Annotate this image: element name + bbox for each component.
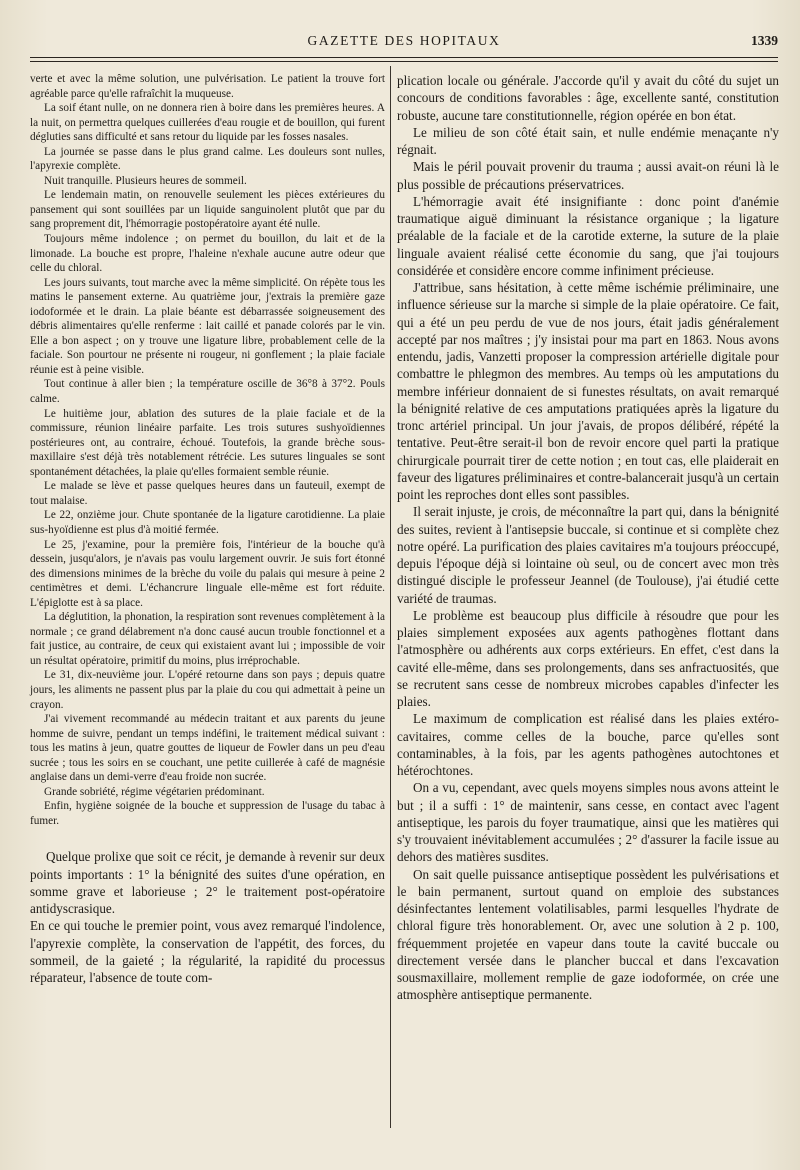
paragraph: plication locale ou générale. J'accorde qu'il y avait du côté du sujet un concours de conditions favorables : âge, excellente santé, constitution robuste, aucune tare constitutionnelle, région opérée en bon état. bbox=[397, 73, 779, 123]
paragraph: Mais le péril pouvait provenir du trauma ; aussi avait-on réuni là le plus possible de précautions préservatrices. bbox=[397, 159, 779, 192]
paragraph: On sait quelle puissance antiseptique possèdent les pulvérisations et le bain permanent, surtout quand on emploie des substances désinfectantes lentement volatilisables, parmi lesquelles l'hydrate de chloral figure très honorablement. Or, avec une solution à 2 p. 100, fréquemment projetée en vapeur dans toute la cavité buccale ou directement versée dans le plancher buccal et dans l'excavation sousmaxillaire, mollement remplie de gaze iodoformée, on crée une atmosphère antiseptique permanente. bbox=[397, 866, 779, 1003]
column-divider bbox=[390, 66, 391, 1128]
paragraph: Le 25, j'examine, pour la première fois, l'intérieur de la bouche qu'à dessein, jusqu'alors, je n'avais pas voulu largement ouvrir. Je suis fort étonné des dimensions minimes de la brèche du voile du palais qui mesure à peine 2 centimètres et demi. L'échancrure linguale elle-même est fort réduite. L'épiglotte est à sa place. bbox=[30, 538, 385, 609]
discussion-text-left bbox=[30, 848, 385, 986]
paragraph: Nuit tranquille. Plusieurs heures de sommeil. bbox=[44, 174, 247, 187]
section-gap bbox=[30, 828, 385, 848]
paragraph: L'hémorragie avait été insignifiante : donc point d'anémie traumatique aiguë diminuant la résistance organique ; la ligature préalable de la faciale et de la carotide externe, la suture de la plaie linguale avaient réalisé cette économie du sang, que j'ai toujours considérée et considère encore comme infiniment précieuse. bbox=[397, 193, 779, 278]
paragraph: Le maximum de complication est réalisé dans les plaies extéro-cavitaires, comme celles de la bouche, parce qu'elles sont contaminables, à la fois, par les agents pathogènes autochtones et hétérochtones. bbox=[397, 711, 779, 778]
page-header bbox=[30, 30, 778, 52]
paragraph: Les jours suivants, tout marche avec la même simplicité. On répète tous les matins le pansement externe. Au quatrième jour, j'extrais la première gaze iodoformée et le drain. La plaie béante est débarrassée soigneusement des débris alimentaires qu'elle renferme : lait caillé et panade colorés par le vin. Elle a bon aspect ; on y trouve une ligature libre, probablement celle de la faciale. Son pourtour ne présente ni rougeur, ni gonflement ; la plaie faciale réunie est à peine visible. bbox=[30, 276, 385, 376]
paragraph: On a vu, cependant, avec quels moyens simples nous avons atteint le but ; il a suffi : 1° de maintenir, sans cesse, en contact avec l'agent antiseptique, les parois du foyer traumatique, ainsi que les matières qui s'y trouvaient inévitablement accumulées ; 2° d'assurer la facile issue au dehors des matières susdites. bbox=[397, 780, 779, 865]
paragraph: Il serait injuste, je crois, de méconnaître la part qui, dans la bénignité des suites, revient à l'antisepsie buccale, si continue et si complète chez notre opéré. La purification des plaies cavitaires m'a toujours préoccupé, depuis l'époque déjà si lointaine où seul, ou de concert avec mon très distingué disciple le professeur Jeannel (de Toulouse), j'ai étudié cette variété de traumas. bbox=[397, 504, 779, 606]
discussion-text-right bbox=[397, 72, 779, 1004]
page-number: 1339 bbox=[751, 33, 778, 48]
paragraph: La soif étant nulle, on ne donnera rien à boire dans les premières heures. A la nuit, on permettra quelques cuillerées d'eau rougie et de bouillon, qui furent dégluties sans difficulté et sans retour du liquide par les fosses nasales. bbox=[30, 102, 385, 144]
paragraph: Enfin, hygiène soignée de la bouche et suppression de l'usage du tabac à fumer. bbox=[30, 800, 385, 827]
paragraph: J'attribue, sans hésitation, à cette même ischémie préliminaire, une influence sérieuse sur la marche si simple de la plaie opératoire. Ce fait, qui a été un peu perdu de vue de nos jours, était jadis généralement accepté par nos maîtres ; j'y insistai pour ma part en 1863. Nous avons entendu, jadis, Vanzetti proposer la compression artérielle digitale pour combattre le phlegmon des membres. Au temps où les amputations du membre inférieur donnaient de si funestes résultats, on avait remarqué la bénignité relative de ces amputations pratiquées après la ligature du tronc artériel principal. Un jour j'avais, de propos délibéré, répété la tentative. Peut-être serait-il bon de revoir encore quel parti la pratique chirurgicale pourrait tirer de cette notion ; en tout cas, elle plaiderait en faveur des ligatures préliminaires et contre-balancerait jusqu'à un certain point les reproches dont elles sont passibles. bbox=[397, 280, 779, 502]
paragraph: Tout continue à aller bien ; la température oscille de 36°8 à 37°2. Pouls calme. bbox=[30, 378, 385, 406]
paragraph: La journée se passe dans le plus grand calme. Les douleurs sont nulles, l'apyrexie complète. bbox=[30, 145, 385, 173]
paragraph: J'ai vivement recommandé au médecin traitant et aux parents du jeune homme de suivre, pendant un temps indéfini, le traitement médical suivant : tous les matins à jeun, quatre gouttes de liqueur de Fowler dans un peu d'eau sucrée ; tous les soirs en se couchant, une petite cuillerée à café de magnésie anglaise dans un demi-verre d'eau froide non sucrée. bbox=[30, 713, 385, 784]
paragraph: Le milieu de son côté était sain, et nulle endémie menaçante n'y régnait. bbox=[397, 124, 779, 157]
paragraph: Le problème est beaucoup plus difficile à résoudre que pour les plaies simplement exposées aux agents pathogènes flottant dans l'atmosphère ou adhérents aux corps extérieurs. En effet, c'est dans la cavité elle-même, dans ses prolongements, dans ses anfractuosités, que se recrutent sans cesse de nombreux microbes capables d'infecter les plaies. bbox=[397, 607, 779, 709]
paragraph: Quelque prolixe que soit ce récit, je demande à revenir sur deux points importants : 1° la bénignité des suites d'une opération, en somme grave et laborieuse ; 2° le traitement post-opératoire antidyscrasique. bbox=[30, 849, 385, 917]
left-column bbox=[30, 72, 385, 986]
paragraph: Toujours même indolence ; on permet du bouillon, du lait et de la limonade. La bouche est propre, l'haleine n'exhale aucune autre odeur que celle du chloral. bbox=[30, 233, 385, 275]
paragraph: La déglutition, la phonation, la respiration sont revenues complètement à la normale ; ce grand délabrement n'a donc causé aucun trouble fonctionnel et a fait justice, au contraire, de ceux qui existaient avant lui ; impossible de voir un résultat opératoire, primitif du moins, plus irréprochable. bbox=[30, 611, 385, 667]
paragraph: verte et avec la même solution, une pulvérisation. Le patient la trouve fort agréable parce qu'elle rafraîchit la muqueuse. bbox=[30, 73, 385, 100]
paragraph: Le 22, onzième jour. Chute spontanée de la ligature carotidienne. La plaie sus-hyoïdienne est plus d'à moitié fermée. bbox=[30, 509, 385, 536]
paragraph: Grande sobriété, régime végétarien prédominant. bbox=[44, 785, 265, 798]
paragraph: Le malade se lève et passe quelques heures dans un fauteuil, exempt de tout malaise. bbox=[30, 480, 385, 507]
paragraph: Le lendemain matin, on renouvelle seulement les pièces extérieures du pansement qui sont souillées par un liquide sanguinolent plutôt que par du sang proprement dit, l'hémorragie postopératoire ayant été nulle. bbox=[30, 189, 385, 231]
paragraph: En ce qui touche le premier point, vous avez remarqué l'indolence, l'apyrexie complète, la conservation de l'appétit, des forces, du sommeil, de la gaieté ; la régularité, la rapidité du processus réparateur, l'absence de toute com- bbox=[30, 918, 385, 986]
journal-title: GAZETTE DES HOPITAUX bbox=[307, 33, 501, 48]
paragraph: Le huitième jour, ablation des sutures de la plaie faciale et de la commissure, réunion linéaire parfaite. Les trois sutures sushyoïdiennes postérieures ont, au contraire, échoué. Toutefois, la grande brèche sous-maxillaire s'est déjà très notablement rétrécie. Les sutures linguales se sont spontanément détachées, la plaie qu'elles formaient semble réunie. bbox=[30, 407, 385, 478]
case-report-text bbox=[30, 72, 385, 828]
header-rule-thin bbox=[30, 61, 778, 62]
header-rule-thick bbox=[30, 57, 778, 58]
right-column bbox=[397, 72, 779, 1004]
paragraph: Le 31, dix-neuvième jour. L'opéré retourne dans son pays ; depuis quatre jours, les aliments ne passent plus par la plaie du cou qui admettait à peine un crayon. bbox=[30, 669, 385, 711]
